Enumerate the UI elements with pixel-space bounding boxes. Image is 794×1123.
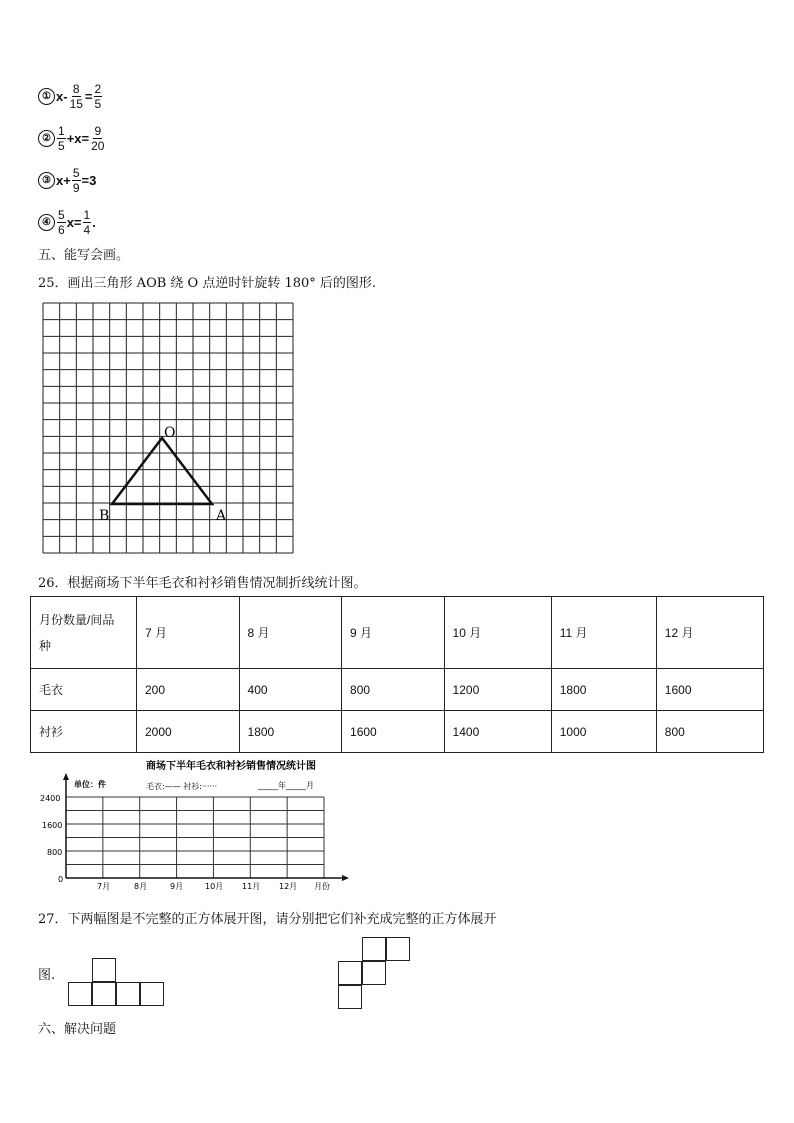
x-axis-label: 月份 <box>314 882 330 891</box>
equation-1: ① x- $\frac{8}{15}$ = $\frac{2}{5}$ <box>38 76 103 116</box>
table-cell: 1600 <box>656 669 763 711</box>
table-row <box>31 669 764 711</box>
table-cell: 2000 <box>137 711 240 753</box>
equation-marker: ③ <box>38 172 55 189</box>
month-header: 9 月 <box>342 597 445 669</box>
table-cell: 800 <box>656 711 763 753</box>
row-label: 毛衣 <box>31 669 137 711</box>
x-tick-label: 9月 <box>170 882 184 891</box>
question-27: 27．下两幅图是不完整的正方体展开图，请分别把它们补充成完整的正方体展开 <box>38 912 497 927</box>
equation-marker: ② <box>38 130 55 147</box>
section-5-heading: 五、能写会画。 <box>38 248 130 263</box>
month-header: 11 月 <box>551 597 656 669</box>
question-25: 25．画出三角形 AOB 绕 O 点逆时针旋转 180° 后的图形. <box>38 276 377 291</box>
table-cell: 1200 <box>444 669 551 711</box>
net-square <box>386 937 410 961</box>
table-cell: 400 <box>239 669 342 711</box>
net-square <box>140 982 164 1006</box>
net-square <box>68 982 92 1006</box>
fraction: $\frac{5}{6}$ <box>58 207 65 237</box>
fraction: $\frac{9}{20}$ <box>91 123 105 153</box>
table-cell: 200 <box>137 669 240 711</box>
table-cell: 1000 <box>551 711 656 753</box>
question-26: 26．根据商场下半年毛衣和衬衫销售情况制折线统计图。 <box>38 576 367 591</box>
table-cell: 800 <box>342 669 445 711</box>
triangle-aob <box>112 438 212 504</box>
equation-3: ③ x+ $\frac{5}{9}$ =3 <box>38 160 96 200</box>
net-square <box>92 958 116 982</box>
equation-marker: ④ <box>38 214 55 231</box>
chart-date-blank: _____年_____月 <box>258 781 314 790</box>
chart-unit: 单位：件 <box>74 780 106 789</box>
equation-4: ④ $\frac{5}{6}$ x= $\frac{1}{4}$ . <box>38 202 96 242</box>
equation-2: ② $\frac{1}{5}$ +x= $\frac{9}{20}$ <box>38 118 106 158</box>
chart-title: 商场下半年毛衣和衬衫销售情况统计图 <box>146 761 316 772</box>
y-tick-label: 800 <box>47 848 63 857</box>
y-tick-label: 0 <box>58 875 64 884</box>
month-header: 7 月 <box>137 597 240 669</box>
x-tick-label: 11月 <box>242 882 261 891</box>
table-row <box>31 711 764 753</box>
fraction: $\frac{8}{15}$ <box>69 81 83 111</box>
table-cell: 1800 <box>551 669 656 711</box>
equation-marker: ① <box>38 88 55 105</box>
y-axis-arrow <box>63 773 69 780</box>
blank-line-chart <box>34 756 354 894</box>
net-square <box>338 961 362 985</box>
chart-legend: 毛衣:—— 衬衫:······ <box>146 782 218 791</box>
question-27-continued: 图. <box>38 968 56 983</box>
fraction: $\frac{1}{4}$ <box>83 207 91 237</box>
x-axis-arrow <box>342 875 349 881</box>
label-b: B <box>99 508 110 524</box>
x-tick-label: 10月 <box>205 882 224 891</box>
header-corner-cell: 月份数量/间品 种 <box>31 597 137 669</box>
table-cell: 1600 <box>342 711 445 753</box>
label-a: A <box>216 508 227 524</box>
net-square <box>116 982 140 1006</box>
net-square <box>362 961 386 985</box>
net-square <box>338 985 362 1009</box>
month-header: 10 月 <box>444 597 551 669</box>
fraction: $\frac{5}{9}$ <box>72 165 80 195</box>
x-tick-label: 12月 <box>279 882 298 891</box>
label-o: O <box>164 425 176 441</box>
table-header-row <box>31 597 764 669</box>
net-square <box>362 937 386 961</box>
x-tick-label: 8月 <box>134 882 148 891</box>
sales-table <box>30 596 764 753</box>
y-tick-label: 1600 <box>42 821 63 830</box>
month-header: 12 月 <box>656 597 763 669</box>
fraction: $\frac{1}{5}$ <box>58 123 65 153</box>
rotation-grid <box>42 302 296 556</box>
section-6-heading: 六、解决问题 <box>38 1022 117 1037</box>
x-tick-label: 7月 <box>97 882 111 891</box>
table-cell: 1800 <box>239 711 342 753</box>
table-cell: 1400 <box>444 711 551 753</box>
month-header: 8 月 <box>239 597 342 669</box>
net-square <box>92 982 116 1006</box>
y-tick-label: 2400 <box>40 794 61 803</box>
row-label: 衬衫 <box>31 711 137 753</box>
fraction: $\frac{2}{5}$ <box>94 81 102 111</box>
